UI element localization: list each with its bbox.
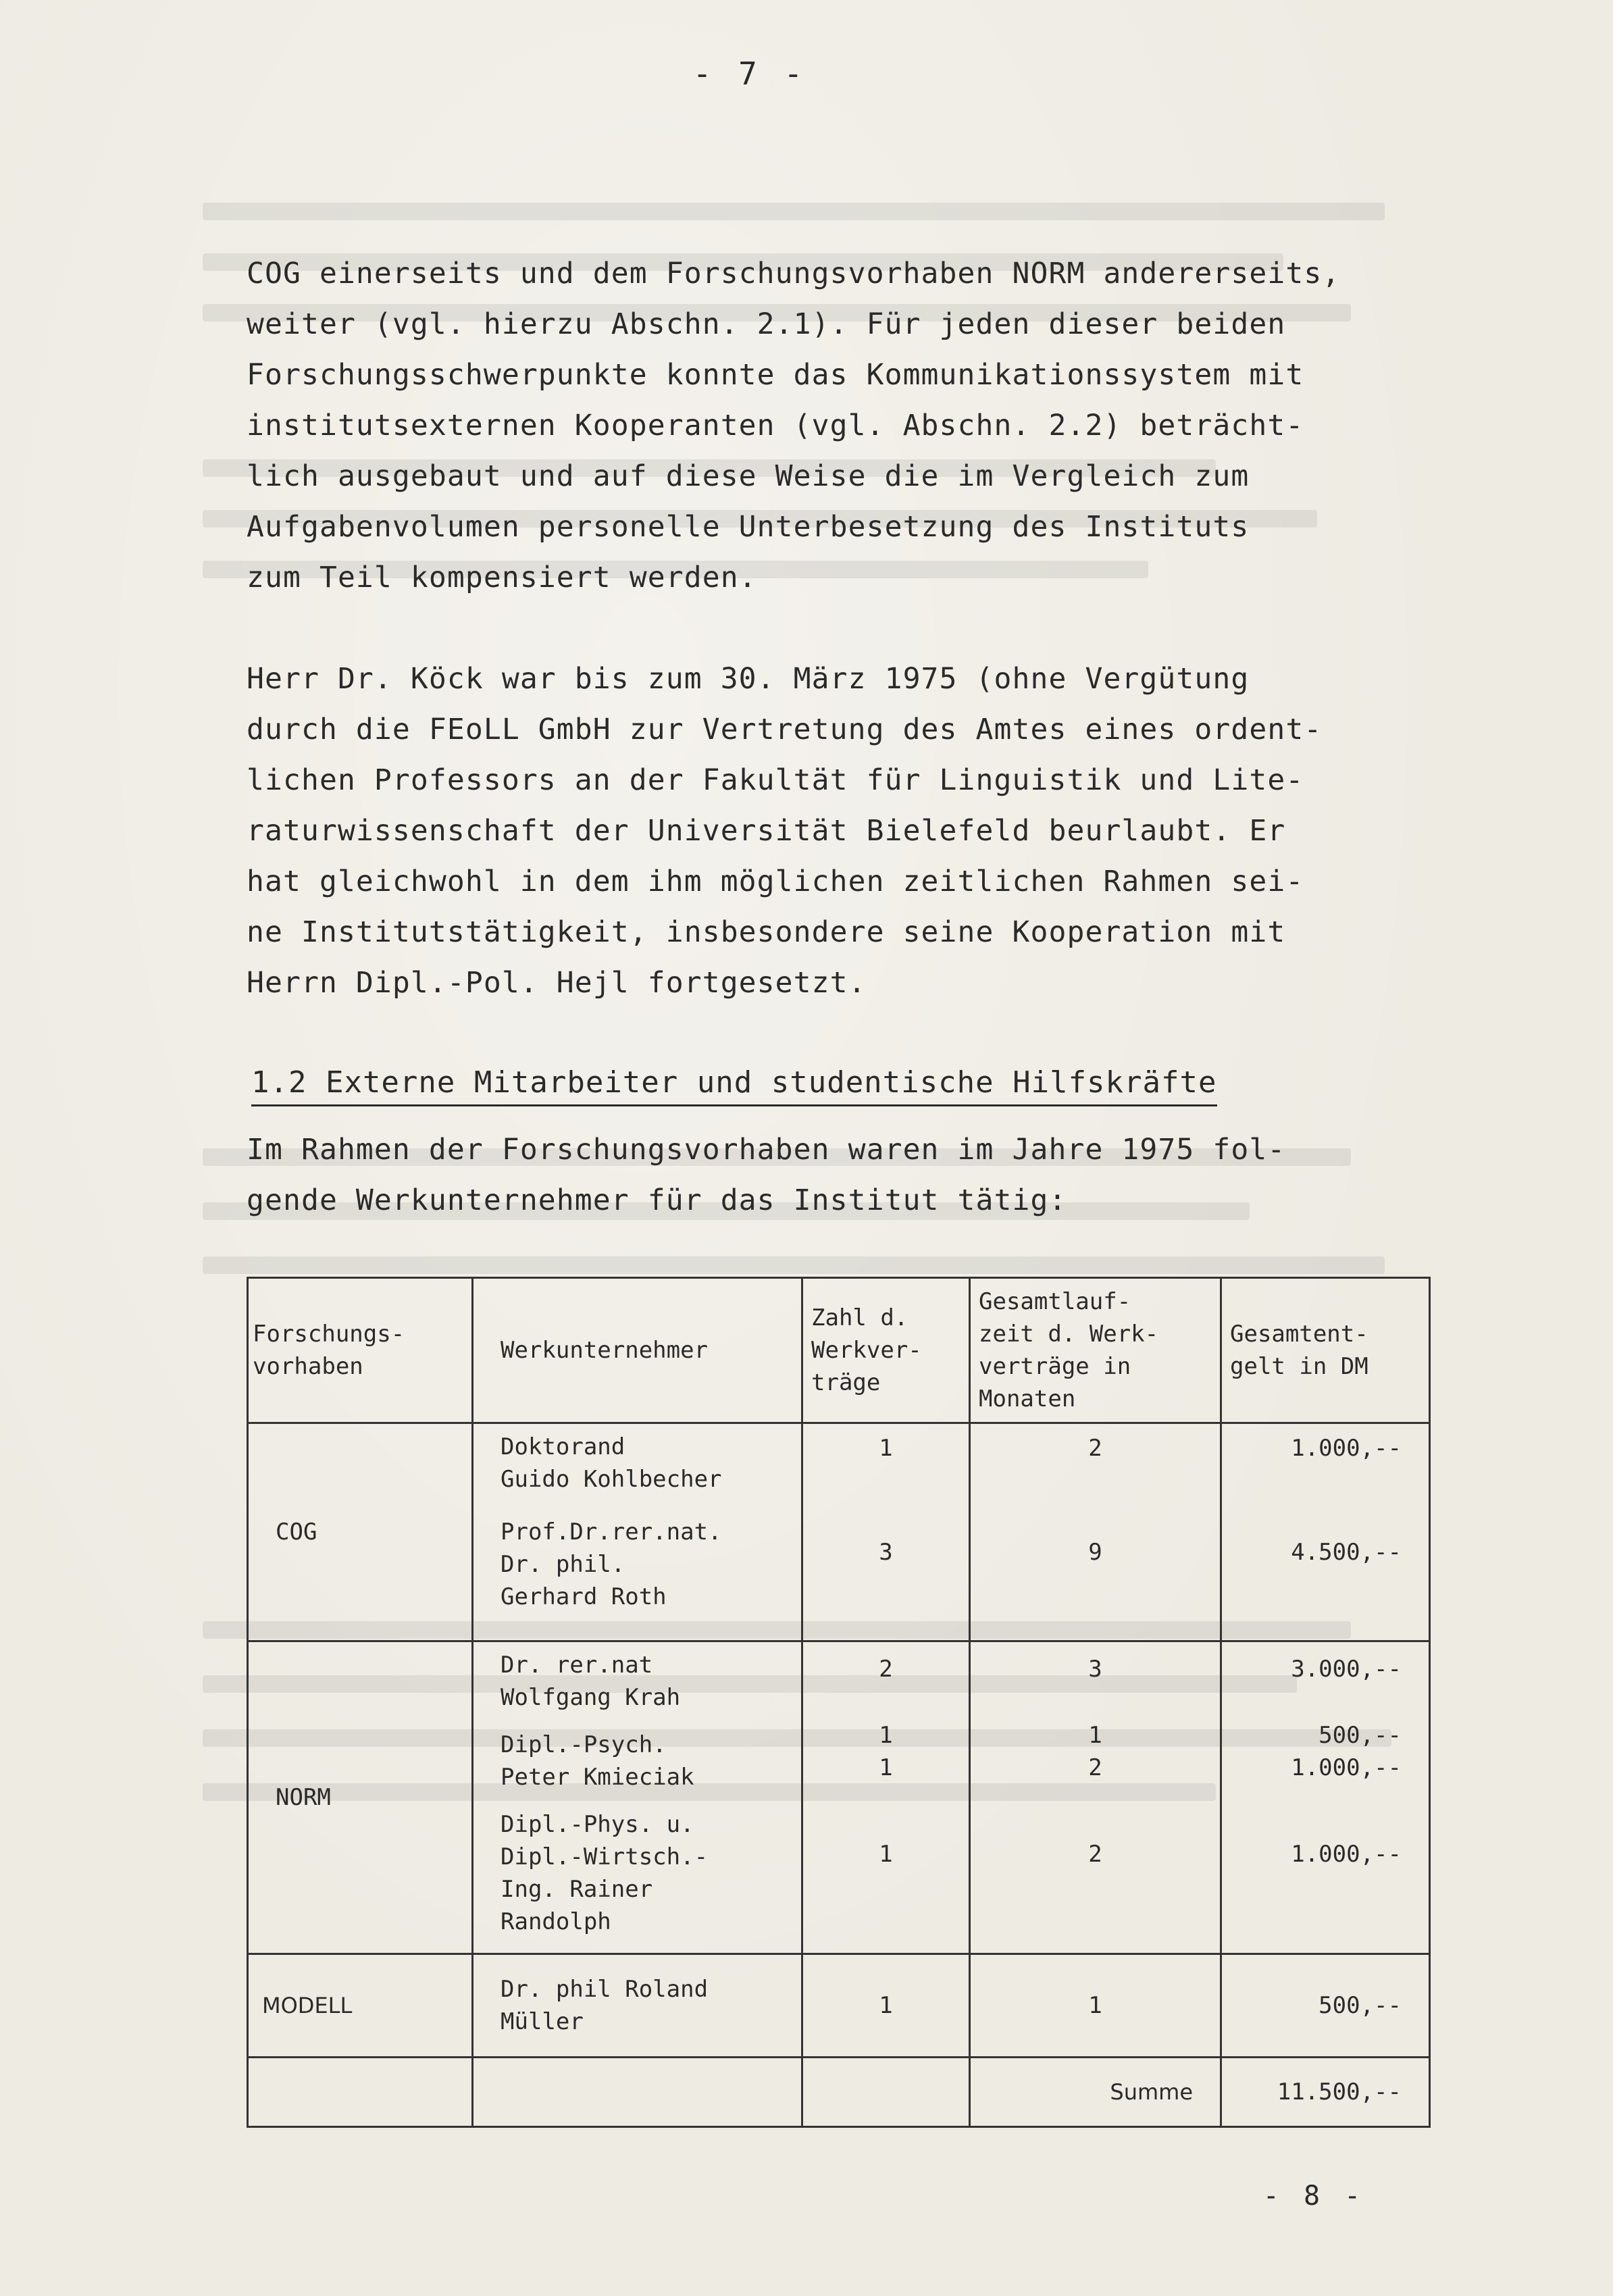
contractor-entry [501,1808,793,1938]
laufzeit-cell [970,1954,1221,2058]
header-vorhaben [248,1278,473,1423]
vorhaben-label: NORM [276,1784,331,1811]
header-entgelt [1221,1278,1430,1423]
contractor-line: Wolfgang Krah [501,1684,681,1711]
empty-cell [802,2058,970,2127]
contractor-entry [501,1431,793,1496]
header-line: Monaten [979,1385,1076,1412]
header-line: vorhaben [253,1353,363,1380]
entgelt-value: 1.000,-- [1291,1435,1402,1462]
table-row [248,1954,1430,2058]
laufzeit-value: 1 2 [1088,1722,1102,1781]
contractor-line: Dr. rer.nat [501,1652,653,1679]
header-line: Forschungs- [253,1321,405,1348]
contractor-line: Dipl.-Phys. u. [501,1811,694,1838]
text-line: hat gleichwohl in dem ihm möglichen zeitlichen Rahmen sei- [247,865,1304,898]
header-line: Werkunternehmer [501,1337,709,1364]
text-line: Aufgabenvolumen personelle Unterbesetzung des Instituts [247,510,1250,544]
header-line: gelt in DM [1230,1353,1368,1380]
contractor-entry [501,1729,793,1793]
contractor-entry [501,1649,793,1714]
contractor-table [247,1277,1431,2128]
paragraph-2 [247,654,1462,1009]
text-line: durch die FEoLL GmbH zur Vertretung des Amtes eines ordent- [247,713,1323,746]
header-line: verträge in [979,1353,1131,1380]
text-line: ne Institutstätigkeit, insbesondere seine Kooperation mit [247,915,1286,949]
contractor-line: Müller [501,2008,584,2035]
entgelt-cell [1221,1423,1430,1641]
laufzeit-value: 3 [1088,1656,1102,1683]
empty-cell [248,2058,473,2127]
laufzeit-value: 2 [1088,1435,1102,1462]
zahl-value: 1 [879,1992,893,2019]
zahl-value: 1 [879,1435,893,1462]
page-number: - 7 - [692,55,807,92]
empty-cell [473,2058,802,2127]
contractor-entry [501,1516,793,1613]
vorhaben-modell [248,1954,473,2058]
sum-label: Summe [970,2058,1221,2127]
header-zahl [802,1278,970,1423]
entgelt-cell [1221,1641,1430,1954]
zahl-value: 1 1 [879,1722,893,1781]
laufzeit-cell [970,1641,1221,1954]
zahl-value: 1 [879,1841,893,1868]
paragraph-1 [247,249,1462,603]
header-line: träge [811,1369,881,1396]
contractor-line: Gerhard Roth [501,1583,667,1610]
werk-cell [473,1423,802,1641]
laufzeit-value: 1 [1088,1992,1102,2019]
text-line: Herrn Dipl.-Pol. Hejl fortgesetzt. [247,966,867,1000]
header-line: zeit d. Werk- [979,1321,1159,1348]
sum-row [248,2058,1430,2127]
entgelt-value: 1.000,-- [1291,1841,1402,1868]
text-line: institutsexternen Kooperanten (vgl. Abschn. 2.2) beträcht- [247,409,1304,442]
laufzeit-value: 2 [1088,1841,1102,1868]
text-line: lichen Professors an der Fakultät für Linguistik und Lite- [247,763,1304,797]
zahl-cell [802,1423,970,1641]
header-line: Gesamtlauf- [979,1288,1131,1315]
contractor-line: Peter Kmieciak [501,1764,694,1791]
vorhaben-norm [248,1641,473,1954]
text-line: Herr Dr. Köck war bis zum 30. März 1975 (ohne Vergütung [247,662,1250,696]
paragraph-3 [247,1125,1462,1226]
werk-cell [473,1641,802,1954]
text-line: gende Werkunternehmer für das Institut tätig: [247,1183,1067,1217]
text-line: weiter (vgl. hierzu Abschn. 2.1). Für jeden dieser beiden [247,307,1286,341]
vorhaben-label: COG [276,1519,317,1546]
text-line: raturwissenschaft der Universität Bielefeld beurlaubt. Er [247,814,1286,848]
header-line: Gesamtent- [1230,1321,1368,1348]
contractor-line: Dr. phil. [501,1551,625,1578]
contractor-line: Doktorand [501,1433,625,1460]
contractor-line: Dipl.-Psych. [501,1731,667,1758]
vorhaben-label: MODELL [262,1993,353,2018]
contractor-line: Prof.Dr.rer.nat. [501,1519,722,1546]
header-laufzeit [970,1278,1221,1423]
table-row [248,1423,1430,1641]
laufzeit-cell [970,1423,1221,1641]
zahl-cell [802,1954,970,2058]
zahl-value: 2 [879,1656,893,1683]
section-heading: 1.2 Externe Mitarbeiter und studentische Hilfskräfte [251,1063,1217,1106]
next-page-number: - 8 - [1262,2180,1365,2212]
zahl-cell [802,1641,970,1954]
header-line: Zahl d. [811,1304,908,1331]
vorhaben-cog [248,1423,473,1641]
header-line: Werkver- [811,1337,922,1364]
laufzeit-value: 9 [1088,1539,1102,1566]
entgelt-value: 4.500,-- [1291,1539,1402,1566]
text-line: zum Teil kompensiert werden. [247,561,757,594]
text-line: lich ausgebaut und auf diese Weise die im Vergleich zum [247,459,1250,493]
text-line: COG einerseits und dem Forschungsvorhaben NORM andererseits, [247,257,1341,290]
werk-cell [473,1954,802,2058]
contractor-line: Ing. Rainer [501,1876,653,1903]
header-werkunternehmer [473,1278,802,1423]
entgelt-cell [1221,1954,1430,2058]
contractor-line: Guido Kohlbecher [501,1466,722,1493]
sum-value: 11.500,-- [1221,2058,1430,2127]
text-line: Forschungsschwerpunkte konnte das Kommunikationssystem mit [247,358,1304,392]
table-row [248,1641,1430,1954]
entgelt-value: 3.000,-- [1291,1656,1402,1683]
entgelt-value: 500,-- 1.000,-- [1291,1722,1402,1781]
text-line: Im Rahmen der Forschungsvorhaben waren im Jahre 1975 fol- [247,1133,1286,1167]
contractor-line: Dr. phil Roland [501,1976,709,2003]
table-header-row [248,1278,1430,1423]
contractor-line: Dipl.-Wirtsch.- [501,1843,709,1870]
contractor-line: Randolph [501,1908,611,1935]
zahl-value: 3 [879,1539,893,1566]
entgelt-value: 500,-- [1318,1992,1402,2019]
